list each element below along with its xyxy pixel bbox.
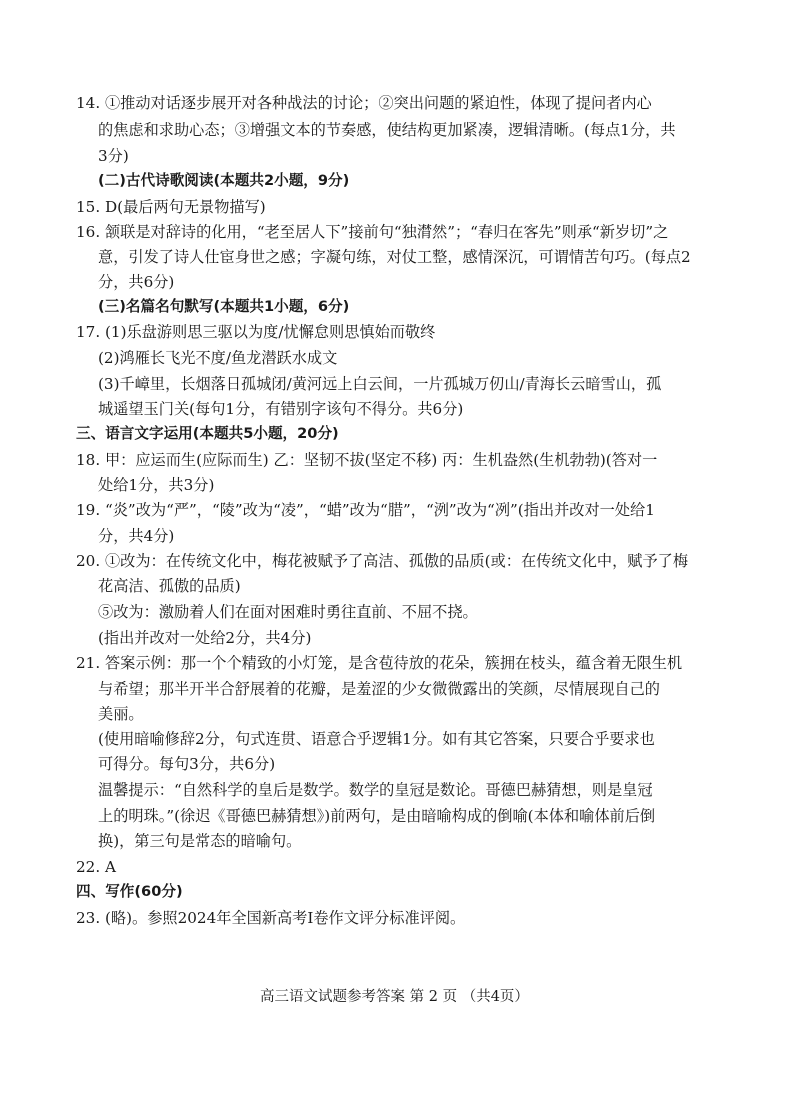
text-line: 15. D(最后两句无景物描写)	[76, 198, 266, 216]
section-heading: (二)古代诗歌阅读(本题共2小题，9分)	[98, 172, 350, 189]
text-line: 意，引发了诗人仕宦身世之感；字凝句练，对仗工整，感情深沉，可谓情苦句巧。(每点2	[98, 248, 691, 266]
text-line: 16. 颔联是对辞诗的化用，“老至居人下”接前句“独潸然”；“春归在客先”则承“新岁切”之	[76, 223, 669, 241]
text-line: 可得分。每句3分，共6分)	[98, 755, 276, 773]
text-line: 20. ①改为：在传统文化中，梅花被赋予了高洁、孤傲的品质(或：在传统文化中，赋予了梅	[76, 552, 689, 570]
text-line: (2)鸿雁长飞光不度/鱼龙潜跃水成文	[98, 349, 338, 367]
section-heading: (三)名篇名句默写(本题共1小题，6分)	[98, 298, 350, 315]
section-heading: 三、语言文字运用(本题共5小题，20分)	[76, 425, 339, 442]
text-line: 23. (略)。参照2024年全国新高考Ⅰ卷作文评分标准评阅。	[76, 909, 466, 927]
text-line: 上的明珠。”(徐迟《哥德巴赫猜想》)前两句，是由暗喻构成的倒喻(本体和喻体前后倒	[98, 807, 656, 825]
text-line: 分，共6分)	[98, 273, 175, 291]
text-line: (使用暗喻修辞2分，句式连贯、语意合乎逻辑1分。如有其它答案，只要合乎要求也	[98, 730, 655, 748]
section-heading: 四、写作(60分)	[76, 883, 183, 900]
text-line: 换)，第三句是常态的暗喻句。	[98, 832, 302, 850]
text-line: 17. (1)乐盘游则思三驱以为度/忧懈怠则思慎始而敬终	[76, 323, 436, 341]
text-line: ⑤改为：激励着人们在面对困难时勇往直前、不屈不挠。	[98, 603, 478, 621]
text-line: 城遥望玉门关(每句1分，有错别字该句不得分。共6分)	[98, 400, 464, 418]
text-line: 处给1分，共3分)	[98, 476, 215, 494]
text-line: (指出并改对一处给2分，共4分)	[98, 629, 312, 647]
text-line: 21. 答案示例：那一个个精致的小灯笼，是含苞待放的花朵，簇拥在枝头，蕴含着无限生机	[76, 654, 683, 672]
text-line: 分，共4分)	[98, 527, 175, 545]
text-line: 美丽。	[98, 705, 144, 723]
text-line: 14. ①推动对话逐步展开对各种战法的讨论；②突出问题的紧迫性，体现了提问者内心	[76, 94, 652, 112]
text-line: 22. A	[76, 858, 116, 876]
text-line: (3)千嶂里，长烟落日孤城闭/黄河远上白云间，一片孤城万仞山/青海长云暗雪山，孤	[98, 375, 662, 393]
page-footer: 高三语文试题参考答案 第 2 页 （共4页）	[260, 989, 529, 1005]
text-line: 18. 甲：应运而生(应际而生) 乙：坚韧不拔(坚定不移) 丙：生机盎然(生机勃勃)(答对一	[76, 451, 658, 469]
text-line: 与希望；那半开半合舒展着的花瓣，是羞涩的少女微微露出的笑颜，尽情展现自己的	[98, 680, 660, 698]
text-line: 的焦虑和求助心态；③增强文本的节奏感，使结构更加紧凑，逻辑清晰。(每点1分，共	[98, 121, 676, 139]
text-line: 3分)	[98, 147, 129, 165]
text-line: 温馨提示：“自然科学的皇后是数学。数学的皇冠是数论。哥德巴赫猜想，则是皇冠	[98, 781, 653, 799]
text-line: 花高洁、孤傲的品质)	[98, 577, 241, 595]
text-line: 19. “炎”改为“严”，“陵”改为“凌”，“蜡”改为“腊”，“洌”改为“冽”(指出并改对一处给1	[76, 501, 655, 519]
